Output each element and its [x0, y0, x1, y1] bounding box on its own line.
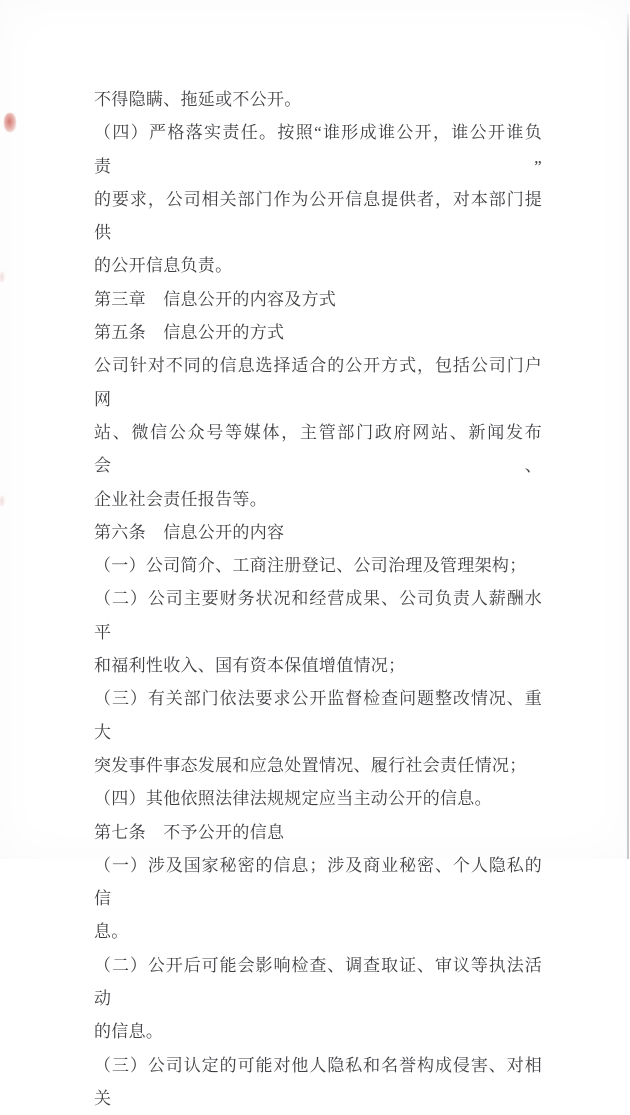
- scan-speck: [0, 496, 4, 506]
- doc-line: 不得隐瞒、拖延或不公开。: [94, 90, 302, 109]
- doc-line: 的要求，公司相关部门作为公开信息提供者，对本部门提供: [94, 189, 542, 243]
- red-ink-smudge: [4, 113, 16, 132]
- doc-line-chapter-3-heading: 第三章 信息公开的内容及方式: [94, 289, 337, 309]
- doc-line: 的信息。: [94, 1022, 164, 1042]
- doc-line: 和福利性收入、国有资本保值增值情况；: [94, 656, 406, 676]
- doc-line: （三）公司认定的可能对他人隐私和名誉构成侵害、对相关: [94, 1055, 542, 1108]
- doc-line: 突发事件事态发展和应急处置情况、履行社会责任情况；: [94, 755, 527, 775]
- scan-speck: [0, 272, 4, 282]
- document-text-block: [94, 83, 542, 1115]
- doc-line: （一）涉及国家秘密的信息；涉及商业秘密、个人隐私的信: [94, 855, 542, 909]
- doc-line: 息。: [94, 922, 129, 942]
- doc-line: （二）公司主要财务状况和经营成果、公司负责人薪酬水平: [94, 589, 542, 642]
- scan-page-edge-line: [627, 14, 629, 859]
- doc-line: 的公开信息负责。: [94, 256, 233, 276]
- doc-line: （四）严格落实责任。按照“谁形成谁公开，谁公开谁负责”: [94, 123, 542, 176]
- doc-line: （一）公司简介、工商注册登记、公司治理及管理架构；: [94, 556, 527, 576]
- doc-line-article-6-heading: 第六条 信息公开的内容: [94, 522, 285, 542]
- doc-line: （四）其他依照法律法规规定应当主动公开的信息。: [94, 789, 492, 809]
- doc-line: 企业社会责任报告等。: [94, 489, 267, 509]
- doc-line: 站、微信公众号等媒体，主管部门政府网站、新闻发布会、: [94, 422, 542, 476]
- doc-line: 公司针对不同的信息选择适合的公开方式，包括公司门户网: [94, 356, 542, 409]
- doc-line-article-7-heading: 第七条 不予公开的信息: [94, 822, 285, 842]
- doc-line-article-5-heading: 第五条 信息公开的方式: [94, 323, 285, 343]
- doc-line: （二）公开后可能会影响检查、调查取证、审议等执法活动: [94, 955, 542, 1009]
- doc-line: （三）有关部门依法要求公开监督检查问题整改情况、重大: [94, 689, 542, 742]
